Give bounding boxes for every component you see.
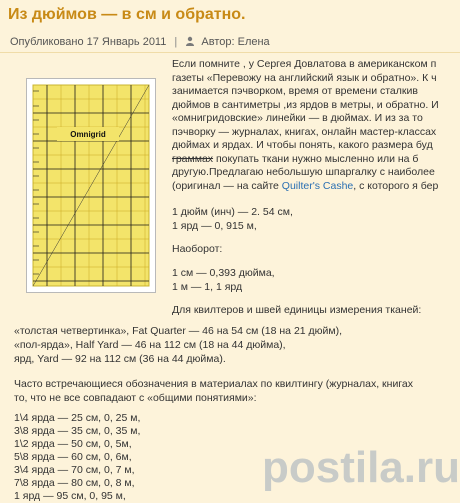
intro-line: дюймов в сантиметры ,из ярдов в метры, и обратно. И: [172, 98, 439, 111]
post-meta: [10, 36, 270, 48]
intro-line: газеты «Перевожу на английский язык и обратно». К ч: [172, 71, 437, 84]
intro-line: [172, 180, 460, 194]
intro-line: Если помните , у Сергея Довлатова в американском п: [172, 58, 437, 70]
intro-line: [172, 153, 460, 167]
struck-word: граммах: [172, 152, 214, 165]
conversion-inch-cm: 1 дюйм (инч) — 2. 54 см,: [172, 206, 293, 218]
reverse-heading: Наоборот:: [172, 243, 223, 255]
header-divider: [0, 52, 460, 53]
common-notes-line: то, что не все совпадают с «общими понятиями»:: [14, 392, 257, 404]
ruler-graphic: [27, 79, 155, 292]
intro-line-text: , с которого я бер: [353, 179, 439, 192]
intro-line: занимается пэчворком, время от времени сталкив: [172, 85, 418, 97]
intro-line: другую.Предлагаю небольшую шпаргалку с наиболее: [172, 166, 435, 178]
intro-line-text: (оригинал — на сайте: [172, 179, 282, 192]
yard-conversion-item: 1\4 ярда — 25 см, 0, 25 м,: [14, 412, 141, 424]
intro-line: дюймах и ярдах. И чтобы понять, какого размера буд: [172, 139, 433, 151]
fabric-unit-item: «пол-ярда», Half Yard — 46 на 112 см (18 на 44 дюйма),: [14, 339, 286, 351]
omnigrid-ruler-image: [26, 78, 156, 293]
conversion-m-yard: 1 м — 1, 1 ярд: [172, 281, 243, 293]
common-notes-line: Часто встречающиеся обозначения в материалах по квилтингу (журналах, книгах: [14, 378, 413, 390]
ruler-brand-label: Omnigrid: [70, 130, 106, 139]
intro-line-text: покупать ткани нужно мысленно или на б: [213, 152, 419, 165]
fabric-unit-item: «толстая четвертинка», Fat Quarter — 46 на 54 см (18 на 21 дюйм),: [14, 325, 343, 337]
fabric-unit-item: ярд, Yard — 92 на 112 см (36 на 44 дюйма).: [14, 353, 226, 365]
yard-conversion-item: 5\8 ярда — 60 см, 0, 6м,: [14, 451, 132, 463]
yard-conversion-item: 1\2 ярда — 50 см, 0, 5м,: [14, 438, 132, 450]
conversion-yard-m: 1 ярд — 0, 915 м,: [172, 220, 257, 232]
yard-conversion-item: 7\8 ярда — 80 см, 0, 8 м,: [14, 477, 135, 489]
quilting-heading: Для квилтеров и швей единицы измерения тканей:: [172, 304, 422, 316]
post-title[interactable]: Из дюймов — в см и обратно.: [8, 6, 246, 23]
meta-separator: |: [174, 36, 178, 48]
published-date: Опубликовано 17 Январь 2011: [10, 36, 167, 48]
intro-line: «омнигридовские» линейки — в дюймах. И из за то: [172, 112, 423, 124]
yard-conversion-item: 3\4 ярда — 70 см, 0, 7 м,: [14, 464, 135, 476]
author-name[interactable]: Автор: Елена: [201, 36, 270, 48]
yard-conversion-item: 3\8 ярда — 35 см, 0, 35 м,: [14, 425, 141, 437]
yard-conversion-item: 1 ярд — 95 см, 0, 95 м,: [14, 490, 126, 502]
intro-line: пэчворку — журналах, книгах, онлайн мастер-классах: [172, 125, 437, 138]
conversion-cm-inch: 1 см — 0,393 дюйма,: [172, 267, 275, 279]
quilters-cashe-link[interactable]: Quilter's Cashe: [281, 179, 354, 192]
watermark-logo: postila.ru: [261, 443, 460, 492]
author-icon: [185, 36, 195, 46]
intro-paragraph: [172, 58, 460, 193]
